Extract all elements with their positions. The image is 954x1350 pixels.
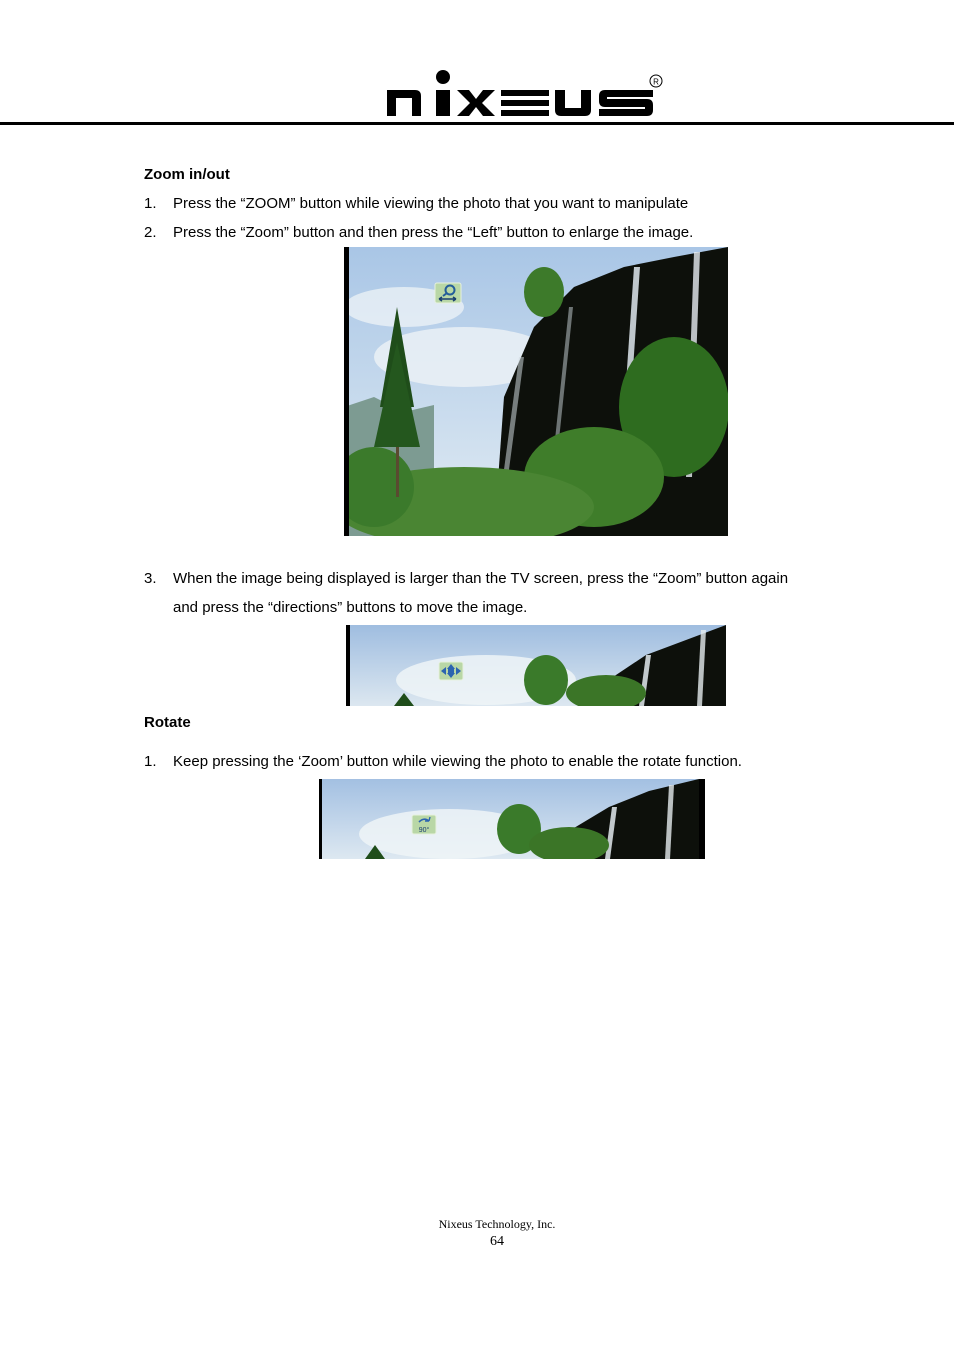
zoom-screenshot [344,247,728,536]
rotate-90-icon [412,815,436,834]
section-heading-zoom: Zoom in/out [144,166,230,183]
nixeus-logo [385,68,665,122]
footer-company: Nixeus Technology, Inc. [438,1217,556,1231]
zoom-magnifier-icon [435,283,461,303]
svg-text:90°: 90° [418,827,430,834]
svg-text:R: R [653,77,659,87]
move-directions-icon [439,662,463,680]
section-heading-rotate: Rotate [144,714,191,731]
header-divider [0,122,954,125]
rotate-screenshot [319,779,705,859]
move-screenshot [346,625,726,706]
page-number: 64 [490,1234,504,1249]
